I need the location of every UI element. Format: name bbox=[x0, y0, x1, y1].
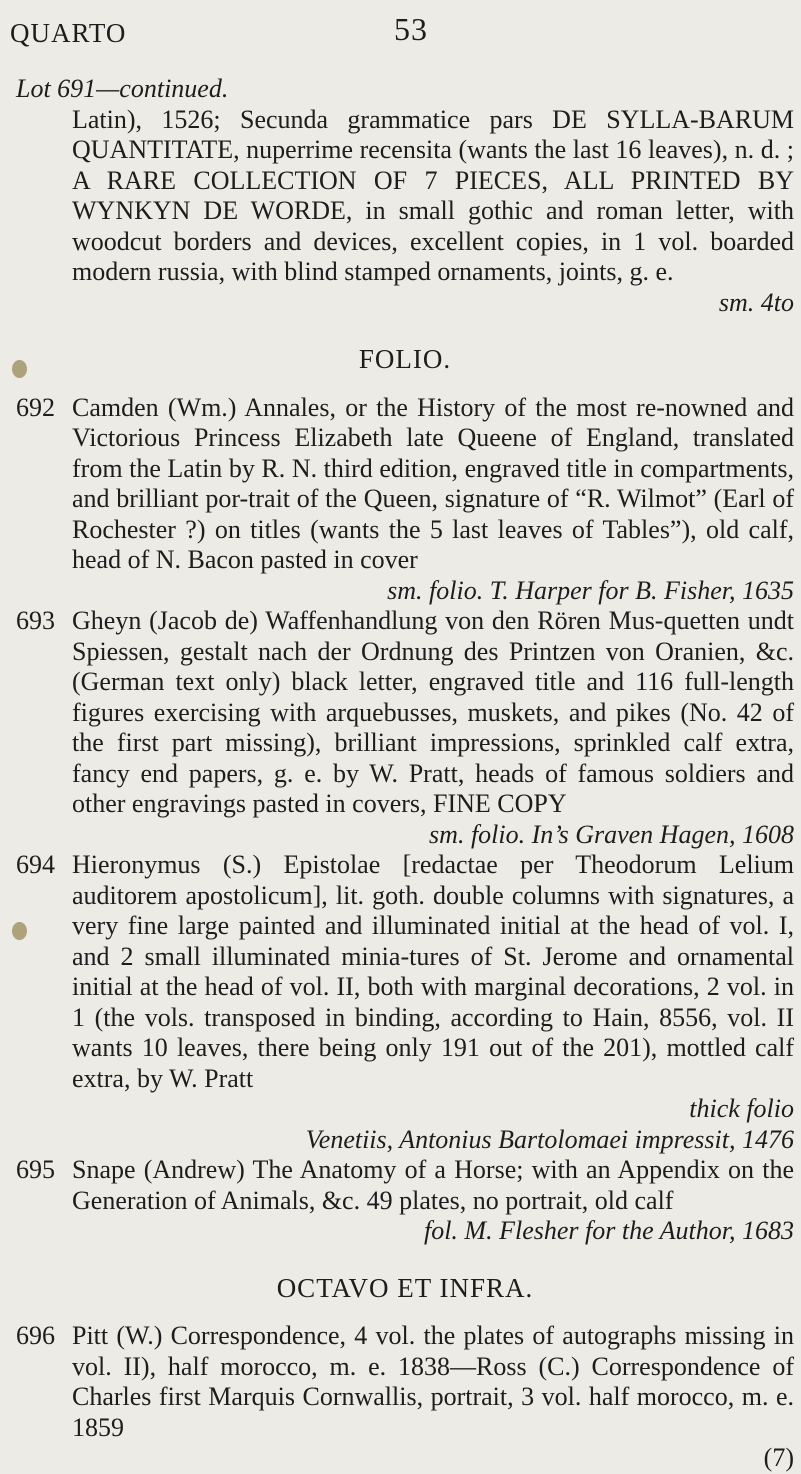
page-header bbox=[10, 10, 791, 50]
section-heading-octavo: OCTAVO ET INFRA. bbox=[276, 1272, 534, 1303]
lot-entry bbox=[16, 850, 794, 1155]
section-heading-folio: FOLIO. bbox=[358, 344, 452, 374]
lot-entry bbox=[16, 1321, 794, 1474]
lot-entry bbox=[16, 1155, 794, 1247]
lot-691-format: sm. 4to bbox=[718, 287, 794, 317]
lot-number: 693 bbox=[16, 606, 55, 635]
lot-entry bbox=[16, 606, 794, 850]
lot-number: 694 bbox=[16, 850, 55, 879]
lot-691-body bbox=[16, 105, 794, 319]
lot-number: 696 bbox=[16, 1321, 55, 1350]
lot-imprint: fol. M. Flesher for the Author, 1683 bbox=[423, 1216, 794, 1245]
lot-number: 695 bbox=[16, 1155, 55, 1184]
catalogue-page bbox=[16, 74, 794, 1474]
lot-imprint: Venetiis, Antonius Bartolomaei impressit, 1476 bbox=[305, 1124, 794, 1154]
page-number: 53 bbox=[394, 11, 428, 47]
lot-format: thick folio bbox=[689, 1094, 794, 1123]
lot-entry bbox=[16, 393, 794, 607]
lot-691-continued bbox=[16, 74, 794, 318]
lot-description: Pitt (W.) Correspondence, 4 vol. the plates of autographs missing in vol. II), half morocco, m. e. 1838—Ross (C.) Correspondence of Charles first Marquis Cornwallis, portrait, 3 vol. half morocco, m. e. 1859 bbox=[72, 1321, 794, 1442]
lot-count: (7) bbox=[763, 1443, 794, 1472]
lot-description: Gheyn (Jacob de) Waffenhandlung von den Rören Mus-quetten undt Spiessen, gestalt nach der Ordnung des Printzen von Oranien, &c. (German text only) black letter, engraved title and 116 full-length figures exercising with arquebusses, muskets, and pikes (No. 42 of the first part missing), brilliant impressions, sprinkled calf extra, fancy end papers, g. e. by W. Pratt, heads of famous soldiers and other engravings pasted in covers, FINE COPY bbox=[72, 606, 794, 818]
lot-691-text: Latin), 1526; Secunda grammatice pars DE SYLLA-BARUM QUANTITATE, nuperrime recensita (wants the last 16 leaves), n. d. ; A RARE COLLECTION OF 7 PIECES, ALL PRINTED BY WYNKYN DE WORDE, in small gothic and roman letter, with woodcut borders and devices, excellent copies, in 1 vol. boarded modern russia, with blind stamped ornaments, joints, g. e. bbox=[72, 104, 794, 286]
lot-description: Snape (Andrew) The Anatomy of a Horse; with an Appendix on the Generation of Animals, &c. 49 plates, no portrait, old calf bbox=[72, 1155, 794, 1215]
lot-imprint: sm. folio. T. Harper for B. Fisher, 1635 bbox=[387, 575, 794, 605]
running-head: QUARTO bbox=[10, 18, 127, 48]
lot-description: Hieronymus (S.) Epistolae [redactae per Theodorum Lelium auditorem apostolicum], lit. goth. double columns with signatures, a very fine large painted and illuminated initial at the head of vol. I, and 2 small illuminated minia-tures of St. Jerome and ornamental initial at the head of vol. II, both with marginal decorations, 2 vol. in 1 (the vols. transposed in binding, according to Hain, 8556, vol. II wants 10 leaves, there being only 191 out of the 201), mottled calf extra, by W. Pratt bbox=[72, 850, 794, 1093]
lot-691-label: Lot 691—continued. bbox=[16, 74, 229, 103]
lot-imprint: sm. folio. In’s Graven Hagen, 1608 bbox=[429, 819, 794, 849]
lot-number: 692 bbox=[16, 392, 55, 422]
lot-description: Camden (Wm.) Annales, or the History of the most re-nowned and Victorious Princess Elizabeth late Queene of England, translated from the Latin by R. N. third edition, engraved title in compartments, and brilliant por-trait of the Queen, signature of “R. Wilmot” (Earl of Rochester ?) on titles (wants the 5 last leaves of Tables”), old calf, head of N. Bacon pasted in cover bbox=[72, 392, 794, 574]
